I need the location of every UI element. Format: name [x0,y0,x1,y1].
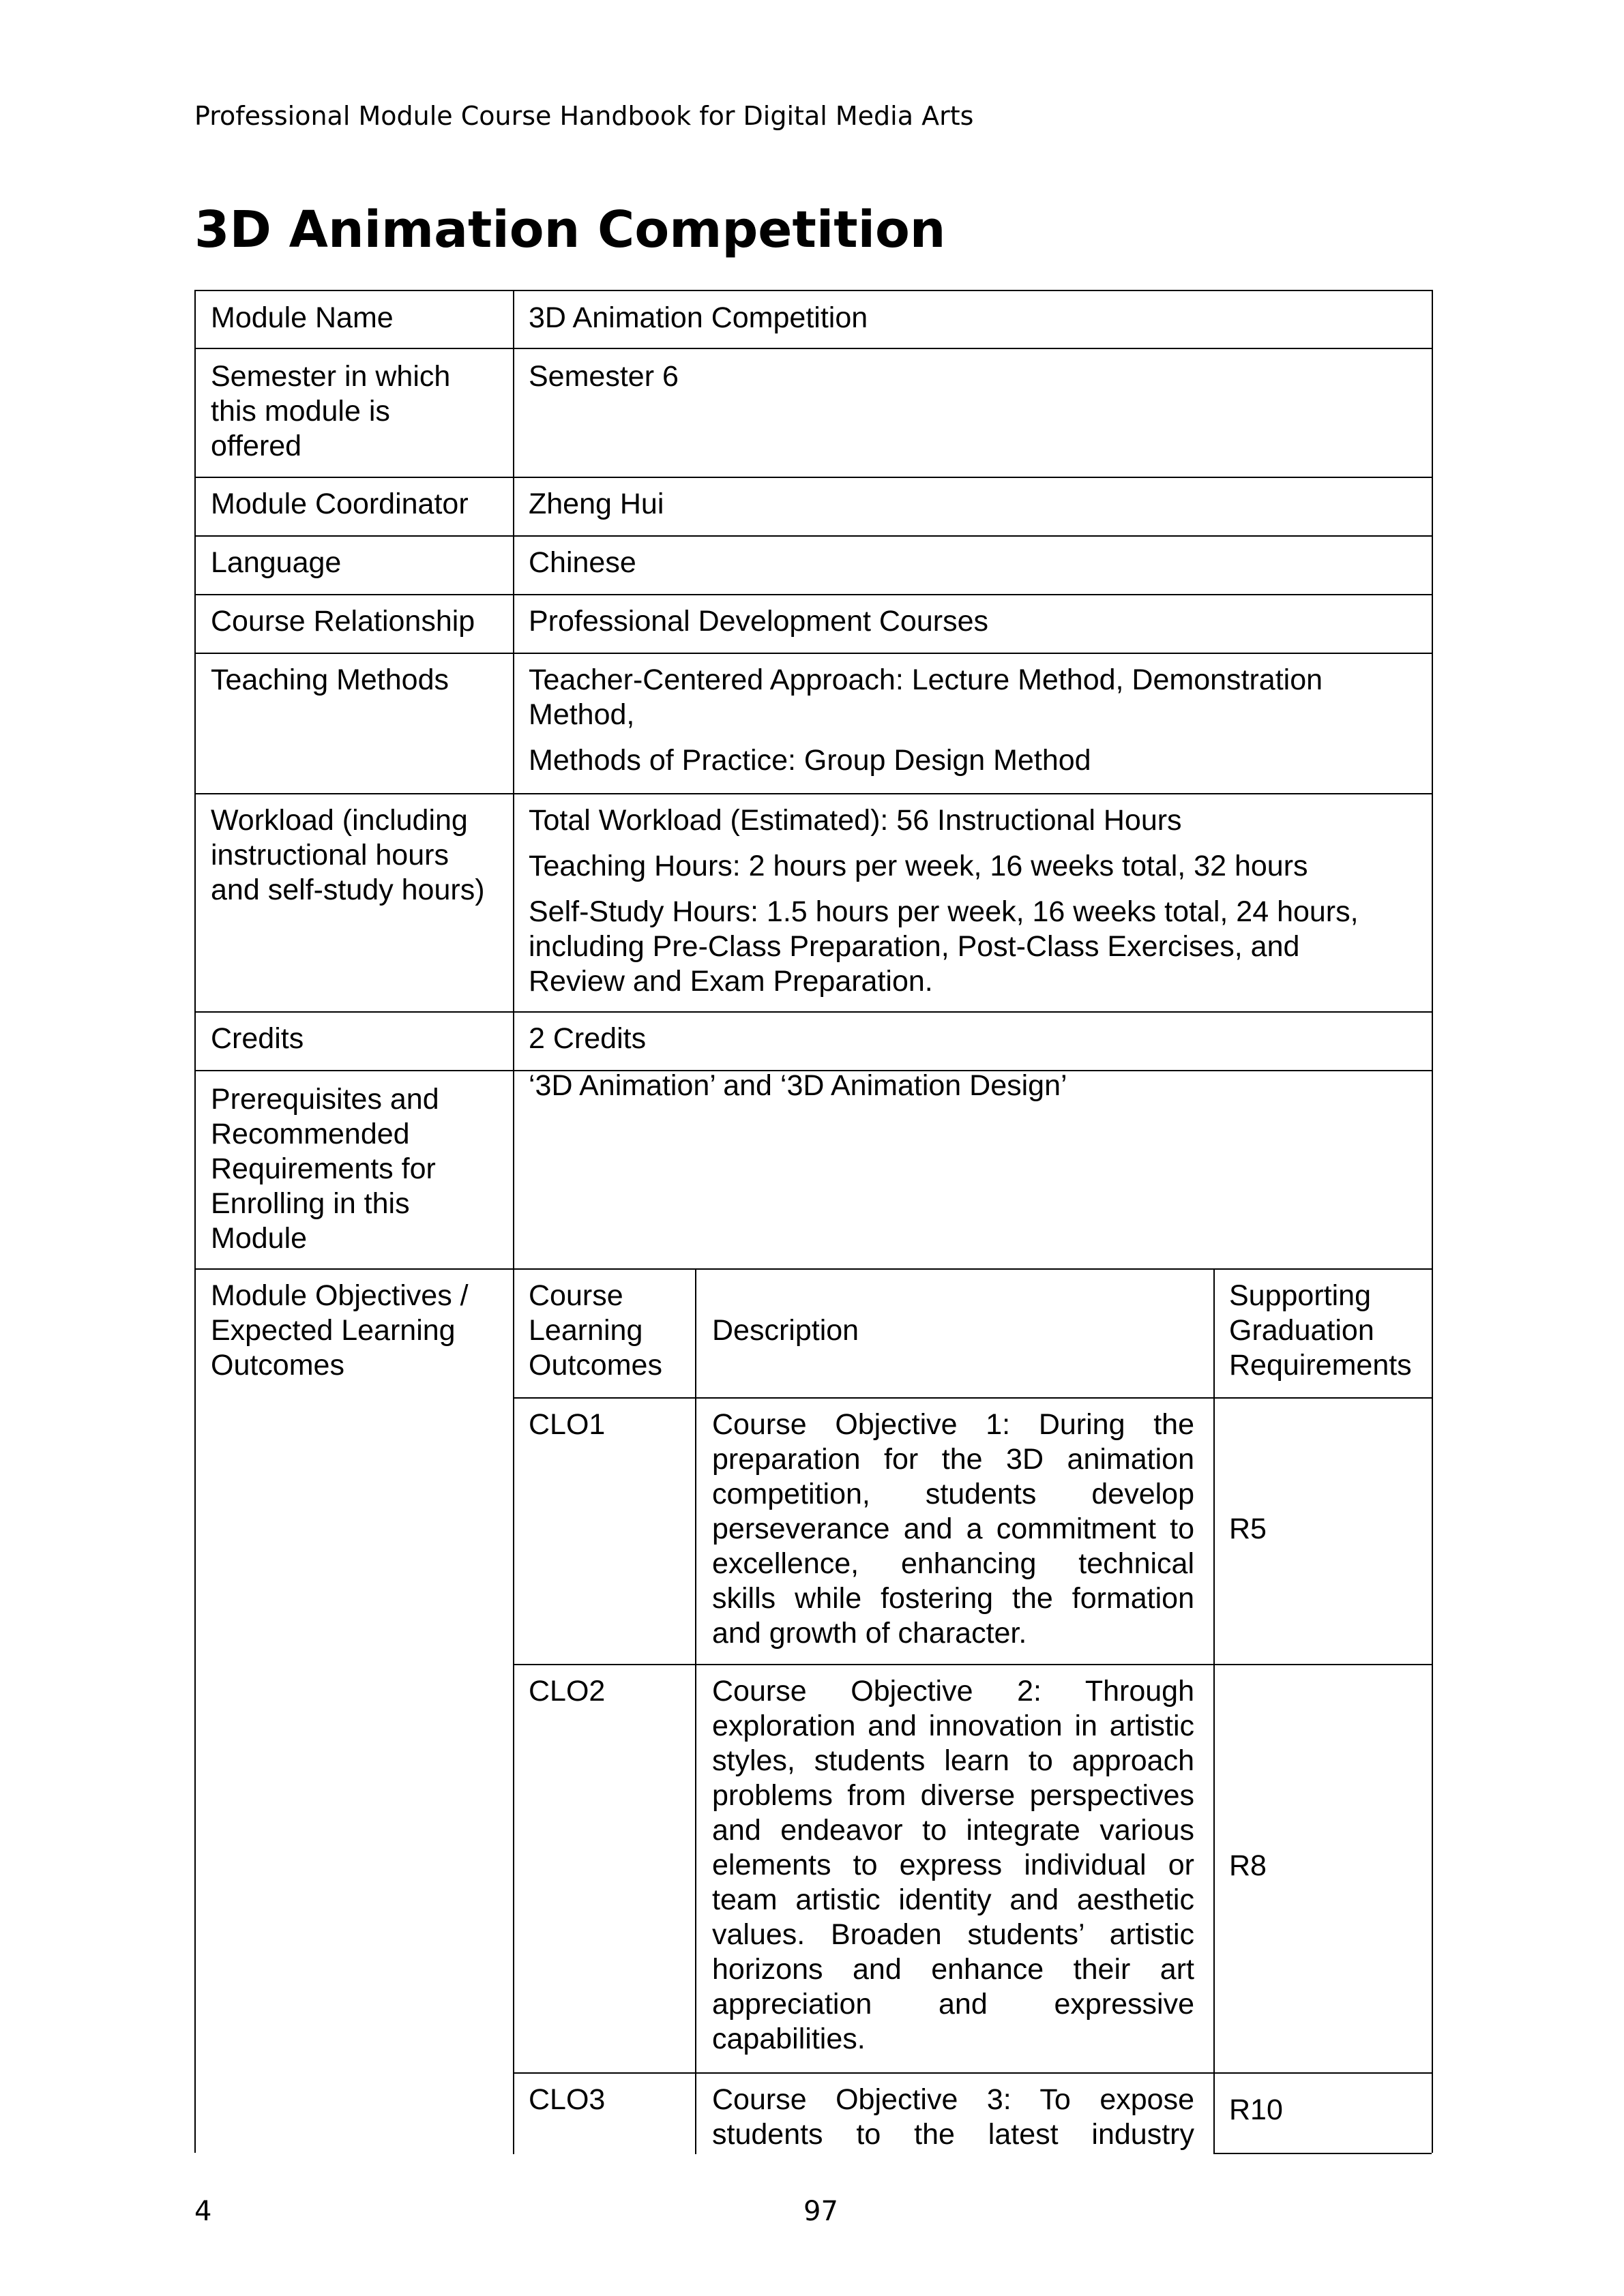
row-divider [196,653,1432,654]
row-divider [196,535,1432,537]
row-divider [196,793,1432,794]
semester-value: Semester 6 [529,360,679,393]
module-name-label: Module Name [211,301,394,334]
prerequisites-label: Prerequisites and Recommended Requirements for Enrolling in this Module [211,1083,439,1255]
workload-label: Workload (including instructional hours and self-study hours) [211,804,485,906]
module-table [194,290,1433,2153]
page-title: 3D Animation Competition [194,200,946,259]
row-divider [196,477,1432,478]
clo-code: CLO2 [529,1675,606,1708]
clo-requirement: R8 [1229,1849,1267,1882]
clo-column-header: Course Learning Outcomes [529,1279,662,1382]
clo-description: Course Objective 1: During the preparation for the 3D animation competition, students develop perseverance and a commitment to excellence, enhancing technical skills while fostering the formation and growth of character. [712,1408,1194,1650]
requirements-column-header: Supporting Graduation Requirements [1229,1279,1412,1382]
row-divider [513,1397,1432,1399]
row-divider [196,1268,1432,1270]
coordinator-label: Module Coordinator [211,488,469,520]
module-name-value: 3D Animation Competition [529,301,868,334]
teaching-methods-value: Methods of Practice: Group Design Method [529,744,1091,777]
clo-code: CLO1 [529,1408,606,1441]
row-divider [196,1011,1432,1013]
credits-label: Credits [211,1022,304,1055]
workload-total: Total Workload (Estimated): 56 Instructional Hours [529,804,1182,837]
coordinator-value: Zheng Hui [529,488,664,520]
workload-self-study: Self-Study Hours: 1.5 hours per week, 16 weeks total, 24 hours, including Pre-Class Preparation, Post-Class Exercises, and Review and Exam Preparation. [529,895,1359,998]
clo-code: CLO3 [529,2083,606,2116]
clo-requirement: R5 [1229,1512,1267,1545]
workload-teaching: Teaching Hours: 2 hours per week, 16 weeks total, 32 hours [529,850,1308,882]
clo-requirement: R10 [1229,2093,1283,2126]
language-label: Language [211,546,342,579]
semester-label: Semester in which this module is offered [211,360,451,462]
column-divider [1213,1268,1215,2154]
running-header: Professional Module Course Handbook for Digital Media Arts [194,101,974,131]
column-divider [695,1268,696,2154]
credits-value: 2 Credits [529,1022,647,1055]
language-value: Chinese [529,546,636,579]
prerequisites-value: ‘3D Animation’ and ‘3D Animation Design’ [529,1069,1067,1102]
row-divider [513,1664,1432,1665]
objectives-label: Module Objectives / Expected Learning Outcomes [211,1279,469,1382]
relationship-value: Professional Development Courses [529,605,988,638]
clo-description: Course Objective 3: To expose students to the latest industry [712,2083,1194,2151]
row-divider [1213,2153,1432,2154]
page-number: 97 [803,2196,838,2227]
column-divider [513,291,514,2154]
relationship-label: Course Relationship [211,605,475,638]
teaching-methods-value: Teacher-Centered Approach: Lecture Method, Demonstration Method, [529,664,1323,731]
footer-left-number: 4 [194,2196,212,2227]
row-divider [196,348,1432,349]
description-column-header: Description [712,1314,859,1347]
clo-description: Course Objective 2: Through exploration and innovation in artistic styles, students learn to approach problems from diverse perspectives and endeavor to integrate various elements to express individual or team artistic identity and aesthetic values. Broaden students’ artistic horizons and enhance their art appreciation and expressive capabilities. [712,1675,1194,2055]
row-divider [196,594,1432,595]
row-divider [513,2072,1432,2074]
teaching-methods-label: Teaching Methods [211,664,449,696]
